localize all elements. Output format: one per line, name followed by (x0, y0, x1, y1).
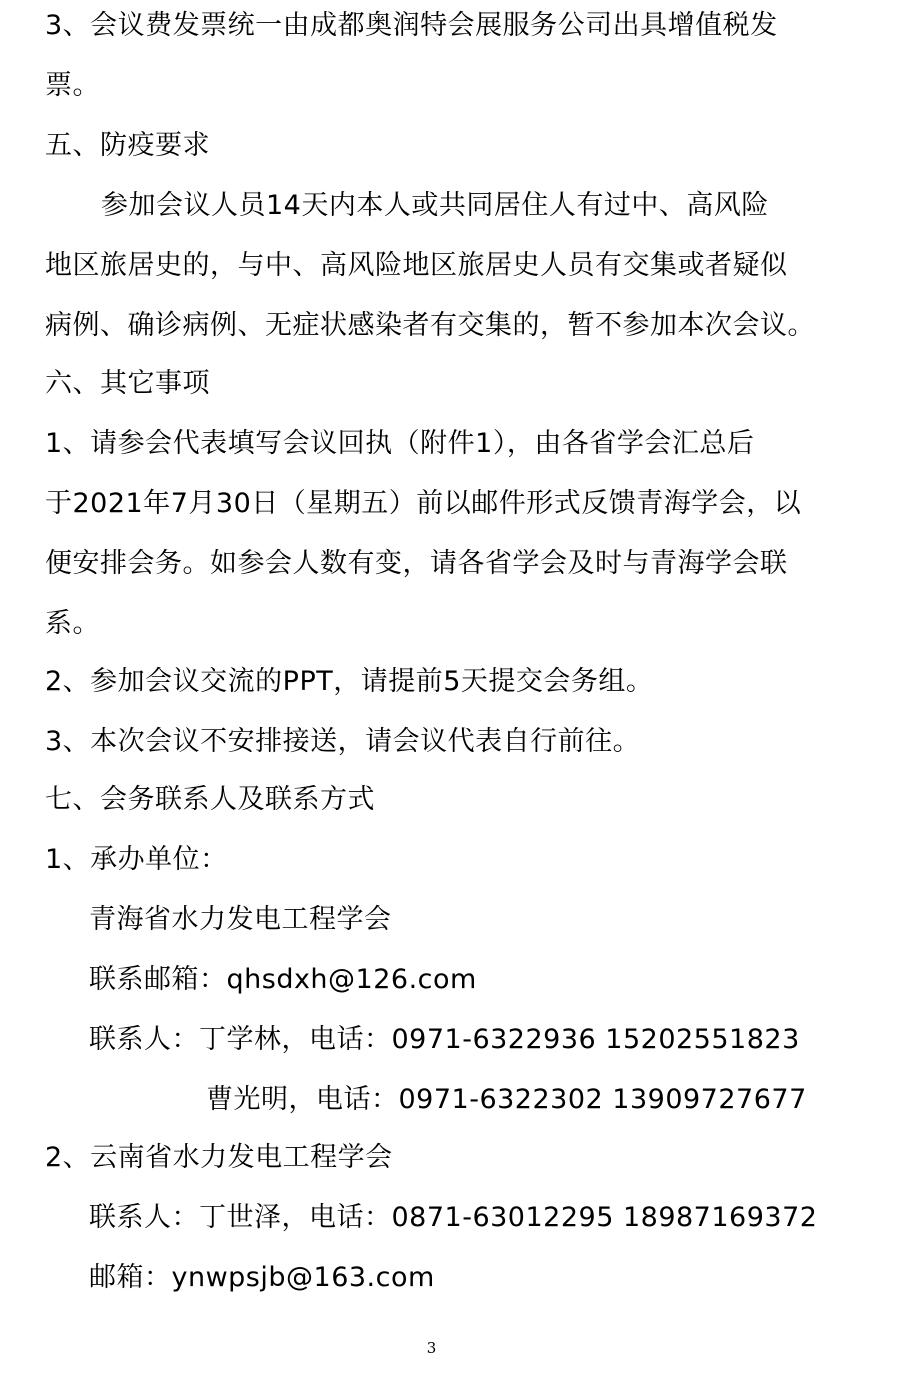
text-line-host-unit: 1、承办单位： (45, 844, 228, 875)
text-line-qinghai-contact-2: 曹光明，电话：0971-6322302 13909727677 (206, 1084, 807, 1115)
text-line-other-1: 1、请参会代表填写会议回执（附件1），由各省学会汇总后 (45, 428, 755, 459)
text-line-qinghai-society: 青海省水力发电工程学会 (89, 904, 392, 935)
text-line-yunnan-contact: 联系人：丁世泽，电话：0871-63012295 18987169372 (89, 1202, 818, 1233)
section-heading-other: 六、其它事项 (45, 368, 210, 399)
text-line-qinghai-contact-1: 联系人：丁学林，电话：0971-6322936 15202551823 (89, 1024, 800, 1055)
section-heading-contact: 七、会务联系人及联系方式 (45, 784, 375, 815)
text-line-ppt: 2、参加会议交流的PPT，请提前5天提交会务组。 (45, 666, 654, 697)
text-line-epidemic-3: 病例、确诊病例、无症状感染者有交集的，暂不参加本次会议。 (45, 310, 815, 341)
text-line-epidemic-1: 参加会议人员14天内本人或共同居住人有过中、高风险 (101, 190, 769, 221)
text-line-invoice: 3、会议费发票统一由成都奥润特会展服务公司出具增值税发 (45, 10, 778, 41)
page-number: 3 (426, 1339, 437, 1357)
section-heading-epidemic: 五、防疫要求 (45, 130, 210, 161)
text-line-transport: 3、本次会议不安排接送，请会议代表自行前往。 (45, 726, 641, 757)
text-line-other-3: 便安排会务。如参会人数有变，请各省学会及时与青海学会联 (45, 548, 788, 579)
text-line-qinghai-email: 联系邮箱：qhsdxh@126.com (89, 964, 477, 995)
text-line-other-4: 系。 (45, 608, 100, 639)
text-line-epidemic-2: 地区旅居史的，与中、高风险地区旅居史人员有交集或者疑似 (45, 250, 788, 281)
text-line-other-2: 于2021年7月30日（星期五）前以邮件形式反馈青海学会，以 (45, 488, 802, 519)
text-line-invoice-cont: 票。 (45, 70, 100, 101)
text-line-yunnan-society: 2、云南省水力发电工程学会 (45, 1142, 393, 1173)
text-line-yunnan-email: 邮箱：ynwpsjb@163.com (89, 1262, 435, 1293)
